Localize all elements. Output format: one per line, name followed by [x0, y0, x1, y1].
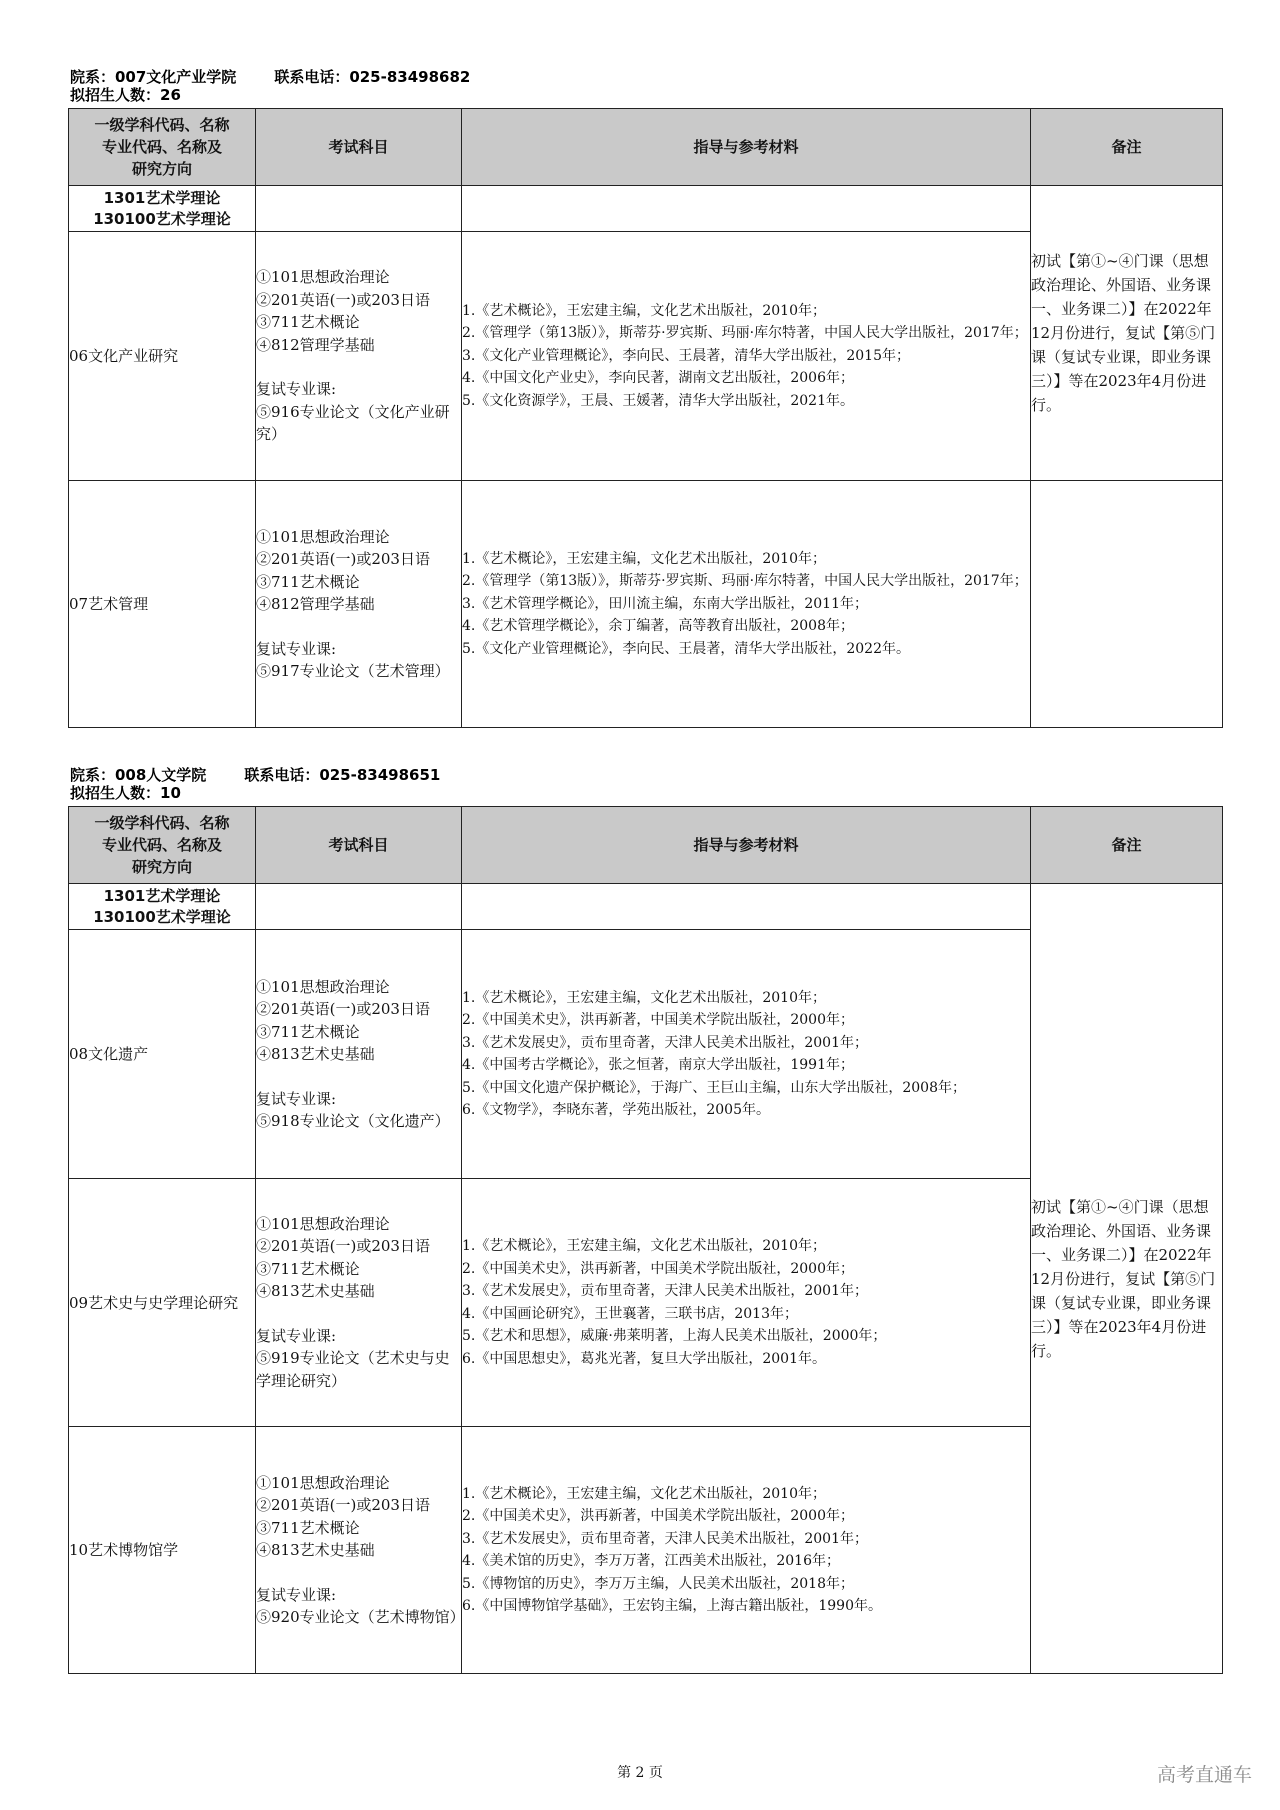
direction-cell: 09艺术史与史学理论研究 — [69, 1179, 256, 1427]
reference-item: 4.《中国考古学概论》，张之恒著，南京大学出版社，1991年； — [462, 1057, 854, 1073]
reference-item: 1.《艺术概论》，王宏建主编，文化艺术出版社，2010年； — [462, 550, 826, 567]
subject-item: ①101思想政治理论 — [256, 1214, 390, 1233]
section-2-table — [68, 806, 1223, 1674]
header-notes: 备注 — [1031, 807, 1223, 884]
subject-item: ③711艺术概论 — [256, 1259, 360, 1278]
header-exam-subjects: 考试科目 — [256, 807, 462, 884]
phone-label: 联系电话：025-83498651 — [244, 766, 441, 784]
reference-item: 4.《中国文化产业史》，李向民著，湖南文艺出版社，2006年； — [462, 370, 854, 387]
subjects-cell — [256, 1179, 462, 1427]
subject-item: ⑤917专业论文（艺术管理） — [256, 662, 450, 680]
subject-item — [256, 616, 461, 638]
references-cell — [462, 481, 1031, 728]
subject-item: ③711艺术概论 — [256, 313, 360, 332]
page-number: 第 2 页 — [617, 1765, 663, 1781]
subjects-cell — [256, 481, 462, 728]
subject-item: 复试专业课: — [256, 1585, 337, 1604]
reference-item: 3.《文化产业管理概论》，李向民、王晨著，清华大学出版社，2015年； — [462, 347, 910, 364]
reference-item: 5.《博物馆的历史》，李万万主编，人民美术出版社，2018年； — [462, 1575, 854, 1592]
subject-item: ①101思想政治理论 — [256, 268, 390, 287]
reference-item: 1.《艺术概论》，王宏建主编，文化艺术出版社，2010年； — [462, 989, 826, 1006]
phone-label: 联系电话：025-83498682 — [274, 68, 471, 86]
reference-item: 2.《管理学（第13版）》，斯蒂芬·罗宾斯、玛丽·库尔特著，中国人民大学出版社，2017年； — [462, 325, 1028, 342]
subject-item: ⑤916专业论文（文化产业研究） — [256, 402, 450, 444]
subject-item: ③711艺术概论 — [256, 572, 360, 591]
subject-item: ④812管理学基础 — [256, 335, 375, 354]
subject-item — [256, 1066, 461, 1088]
reference-item: 3.《艺术管理学概论》，田川流主编，东南大学出版社，2011年； — [462, 595, 868, 612]
college-label: 院系：007文化产业学院 — [70, 68, 237, 86]
subject-item: ①101思想政治理论 — [256, 1473, 390, 1492]
references-cell — [462, 1179, 1031, 1427]
subject-item: 复试专业课: — [256, 1089, 337, 1108]
subject-item: ④812管理学基础 — [256, 595, 375, 613]
major-code: 130100艺术学理论 — [93, 209, 231, 228]
reference-item: 1.《艺术概论》，王宏建主编，文化艺术出版社，2010年； — [462, 302, 826, 319]
reference-item: 4.《艺术管理学概论》，余丁编著，高等教育出版社，2008年； — [462, 618, 854, 635]
discipline-code: 1301艺术学理论 — [103, 886, 221, 905]
subject-item: ④813艺术史基础 — [256, 1045, 375, 1063]
header-major: 一级学科代码、名称 专业代码、名称及 研究方向 — [69, 109, 256, 186]
subject-item: ②201英语(一)或203日语 — [256, 1237, 430, 1256]
subject-item: ②201英语(一)或203日语 — [256, 1496, 430, 1514]
subject-item: ①101思想政治理论 — [256, 977, 390, 996]
subject-item: ⑤920专业论文（艺术博物馆） — [256, 1608, 465, 1626]
subject-item: ③711艺术概论 — [256, 1022, 360, 1041]
discipline-cell — [69, 884, 256, 930]
reference-item: 3.《艺术发展史》，贡布里奇著，天津人民美术出版社，2001年； — [462, 1034, 868, 1051]
reference-item: 2.《管理学（第13版）》，斯蒂芬·罗宾斯、玛丽·库尔特著，中国人民大学出版社，2017年； — [462, 573, 1028, 590]
quota-label: 拟招生人数：10 — [70, 784, 181, 802]
subjects-cell — [256, 1427, 465, 1674]
subject-item: ③711艺术概论 — [256, 1518, 360, 1537]
section-2-header — [70, 766, 440, 802]
reference-item: 2.《中国美术史》，洪再新著，中国美术学院出版社，2000年； — [462, 1012, 854, 1028]
references-cell — [462, 930, 1031, 1179]
header-references: 指导与参考材料 — [462, 807, 1031, 884]
subjects-cell — [256, 232, 462, 481]
subject-item: ⑤919专业论文（艺术史与史学理论研究） — [256, 1349, 450, 1390]
reference-item: 1.《艺术概论》，王宏建主编，文化艺术出版社，2010年； — [462, 1238, 826, 1254]
direction-cell: 06文化产业研究 — [69, 232, 256, 481]
watermark: 高考直通车 — [1156, 1764, 1252, 1786]
references-cell — [462, 1427, 1031, 1674]
header-major: 一级学科代码、名称 专业代码、名称及 研究方向 — [69, 807, 256, 884]
reference-item: 6.《文物学》，李晓东著，学苑出版社，2005年。 — [462, 1102, 770, 1118]
note-cell: 初试【第①~④门课（思想政治理论、外国语、业务课一、业务课二）】在2022年12月份进行，复试【第⑤门课（复试专业课，即业务课三）】等在2023年4月份进行。 — [1031, 186, 1223, 481]
reference-item: 5.《文化产业管理概论》，李向民、王晨著，清华大学出版社，2022年。 — [462, 640, 910, 657]
subject-item: ②201英语(一)或203日语 — [256, 1000, 430, 1018]
subject-item: 复试专业课: — [256, 639, 337, 658]
header-exam-subjects: 考试科目 — [256, 109, 462, 186]
college-label: 院系：008人文学院 — [70, 766, 207, 784]
reference-item: 5.《文化资源学》，王晨、王媛著，清华大学出版社，2021年。 — [462, 392, 854, 409]
note-cell: 初试【第①~④门课（思想政治理论、外国语、业务课一、业务课二）】在2022年12月份进行，复试【第⑤门课（复试专业课，即业务课三）】等在2023年4月份进行。 — [1031, 884, 1223, 1674]
reference-item: 5.《艺术和思想》，威廉·弗莱明著，上海人民美术出版社，2000年； — [462, 1328, 887, 1344]
section-1-table — [68, 108, 1223, 728]
discipline-cell — [69, 186, 256, 232]
subject-item — [256, 356, 461, 378]
subjects-cell — [256, 930, 462, 1179]
reference-item: 4.《中国画论研究》，王世襄著，三联书店，2013年； — [462, 1305, 798, 1322]
reference-item: 6.《中国博物馆学基础》，王宏钧主编，上海古籍出版社，1990年。 — [462, 1598, 882, 1614]
reference-item: 3.《艺术发展史》，贡布里奇著，天津人民美术出版社，2001年； — [462, 1530, 868, 1547]
quota-label: 拟招生人数：26 — [70, 86, 181, 104]
subject-item: ④813艺术史基础 — [256, 1541, 375, 1559]
reference-item: 5.《中国文化遗产保护概论》，于海广、王巨山主编，山东大学出版社，2008年； — [462, 1079, 966, 1096]
subject-item: ②201英语(一)或203日语 — [256, 550, 430, 568]
reference-item: 6.《中国思想史》，葛兆光著，复旦大学出版社，2001年。 — [462, 1350, 826, 1367]
subject-item: ④813艺术史基础 — [256, 1282, 375, 1301]
reference-item: 3.《艺术发展史》，贡布里奇著，天津人民美术出版社，2001年； — [462, 1283, 868, 1299]
subject-item — [256, 1562, 461, 1584]
reference-item: 4.《美术馆的历史》，李万万著，江西美术出版社，2016年； — [462, 1553, 840, 1569]
direction-cell: 08文化遗产 — [69, 930, 256, 1179]
section-1-header — [70, 68, 470, 104]
direction-cell: 10艺术博物馆学 — [69, 1427, 256, 1674]
reference-item: 2.《中国美术史》，洪再新著，中国美术学院出版社，2000年； — [462, 1260, 854, 1277]
reference-item: 2.《中国美术史》，洪再新著，中国美术学院出版社，2000年； — [462, 1508, 854, 1524]
subject-item: 复试专业课: — [256, 380, 337, 399]
major-code: 130100艺术学理论 — [93, 907, 231, 926]
references-cell — [462, 232, 1031, 481]
subject-item — [256, 1303, 461, 1325]
direction-cell: 07艺术管理 — [69, 481, 256, 728]
subject-item: ②201英语(一)或203日语 — [256, 290, 430, 309]
subject-item: 复试专业课: — [256, 1326, 337, 1345]
subject-item: ①101思想政治理论 — [256, 527, 390, 546]
reference-item: 1.《艺术概论》，王宏建主编，文化艺术出版社，2010年； — [462, 1485, 826, 1502]
subject-item: ⑤918专业论文（文化遗产） — [256, 1112, 450, 1130]
header-references: 指导与参考材料 — [462, 109, 1031, 186]
discipline-code: 1301艺术学理论 — [103, 188, 221, 207]
header-notes: 备注 — [1031, 109, 1223, 186]
